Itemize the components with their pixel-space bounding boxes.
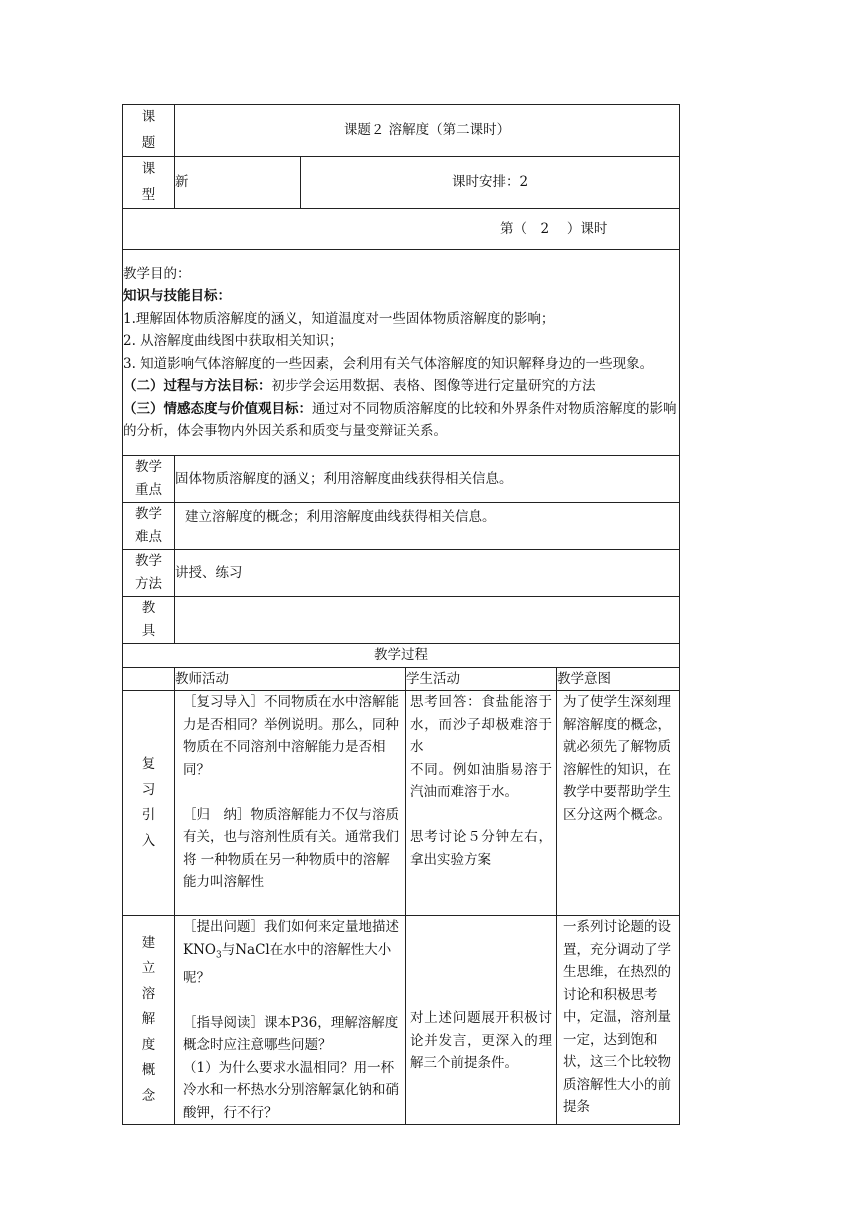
- method-row: [123, 550, 680, 597]
- topic-row: [123, 105, 680, 157]
- review-intent: 为了使学生深刻理解溶解度的概念，就必须先了解物质溶解性的知识，在教学中要帮助学生区分这两个概念。: [557, 691, 680, 916]
- emotion-aim: （三）情感态度与价值观目标：通过对不同物质溶解度的比较和外界条件对物质溶解度的影响的分析，体会事物内外因关系和质变与量变辩证关系。: [123, 400, 677, 439]
- concept-section-row: [123, 916, 680, 1125]
- review-section-label: 复 习 引 入: [123, 691, 175, 916]
- aim-item: 1.理解固体物质溶解度的涵义，知道温度对一些固体物质溶解度的影响；: [123, 310, 555, 327]
- type-row: [123, 157, 680, 209]
- tools-label: 教 具: [123, 597, 175, 644]
- concept-intent: 一系列讨论题的设置，充分调动了学生思维，在热烈的讨论和积极思考中，定温，溶剂量一定，达到饱和状，这三个比较物质溶解性大小的前提条: [557, 916, 680, 1125]
- knowledge-heading: 知识与技能目标：: [123, 288, 231, 304]
- process-title-row: [123, 644, 680, 668]
- concept-teacher-activity: ［提出问题］我们如何来定量地描述$KNO_3$与NaCl在水中的溶解性大小呢？ ［指导阅读］课本P36，理解溶解度概念时应注意哪些问题？ （1）为什么要求水温相同？用一杯冷水和一杯热水分别溶解氯化钠和硝酸钾，行不行？: [175, 916, 406, 1125]
- period-value: 第（ 2 ）课时: [500, 220, 608, 237]
- tools-row: [123, 597, 680, 644]
- type-value: 新: [175, 157, 301, 209]
- aim-item: 2. 从溶解度曲线图中获取相关知识；: [123, 333, 343, 349]
- process-aim: （二）过程与方法目标：初步学会运用数据、表格、图像等进行定量研究的方法: [123, 378, 596, 394]
- aims-heading: 教学目的：: [123, 265, 191, 282]
- key-points-text: 固体物质溶解度的涵义；利用溶解度曲线获得相关信息。: [175, 456, 680, 503]
- teacher-activity-header: 教师活动: [175, 667, 406, 691]
- lesson-plan-table: [122, 104, 680, 1125]
- process-header-row: [123, 667, 680, 691]
- type-label: 课 型: [123, 157, 175, 209]
- concept-section-label: 建 立 溶 解 度 概 念: [123, 916, 175, 1125]
- topic-label: 课 题: [123, 105, 175, 157]
- review-student-activity: 思考回答：食盐能溶于水，而沙子却极难溶于水 不同。例如油脂易溶于汽油而难溶于水。 思考讨论５分钟左右，拿出实验方案: [406, 691, 557, 916]
- concept-student-activity: 对上述问题展开积极讨论并发言，更深入的理解三个前提条件。: [406, 916, 557, 1125]
- process-title: 教学过程: [123, 644, 680, 668]
- schedule-value: 课时安排：2: [301, 157, 680, 209]
- tools-text: [175, 597, 680, 644]
- difficulties-text: 建立溶解度的概念；利用溶解度曲线获得相关信息。: [185, 509, 496, 525]
- key-points-label: 教学 重点: [123, 456, 175, 503]
- difficulties-row: [123, 503, 680, 550]
- key-points-row: [123, 456, 680, 503]
- student-activity-header: 学生活动: [406, 667, 557, 691]
- aims-row: [123, 250, 680, 456]
- method-text: 讲授、练习: [175, 550, 680, 597]
- intent-header: 教学意图: [557, 667, 680, 691]
- aims-cell: [123, 250, 680, 456]
- review-teacher-activity: ［复习导入］不同物质在水中溶解能力是否相同？举例说明。那么，同种物质在不同溶剂中溶解能力是否相同？ ［归 纳］物质溶解能力不仅与溶质有关，也与溶剂性质有关。通常我们将 一种物质在另一种物质中的溶解能力叫溶解性: [175, 691, 406, 916]
- aim-item: 3. 知道影响气体溶解度的一些因素，会利用有关气体溶解度的知识解释身边的一些现象。: [123, 355, 654, 372]
- topic-value: 课题２ 溶解度（第二课时）: [175, 105, 680, 157]
- difficulties-label: 教学 难点: [123, 503, 175, 550]
- review-section-row: [123, 691, 680, 916]
- period-row: [123, 209, 680, 250]
- method-label: 教学 方法: [123, 550, 175, 597]
